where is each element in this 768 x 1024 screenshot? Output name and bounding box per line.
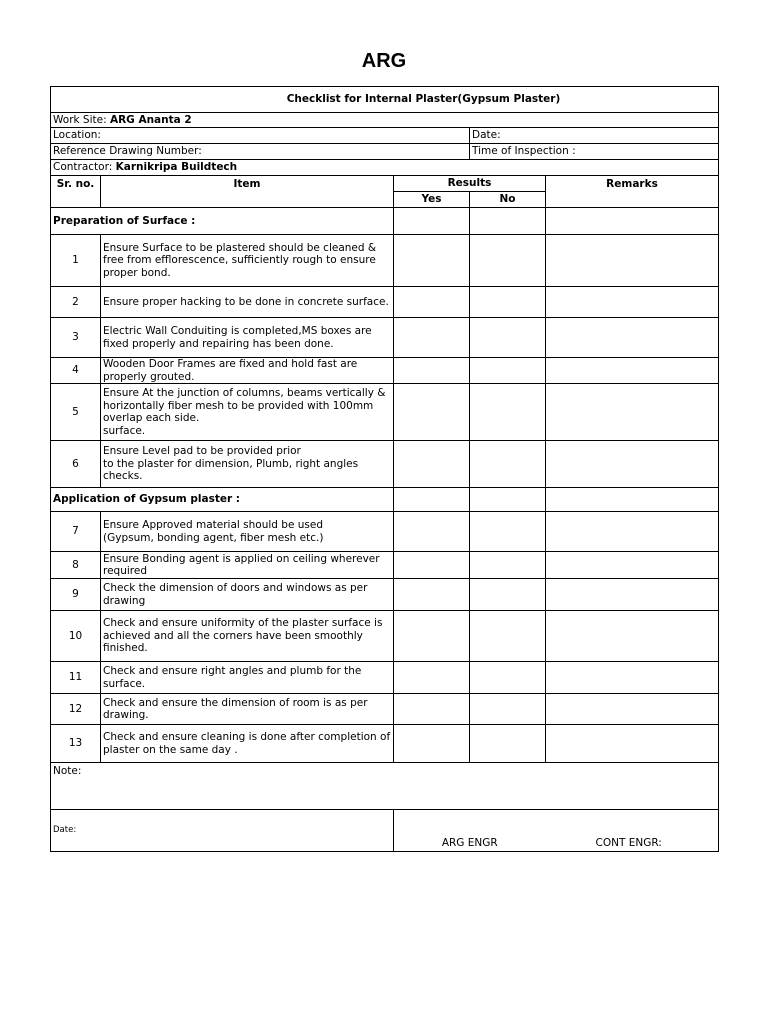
section-remarks-cell (546, 208, 719, 235)
sr-no-cell: 13 (51, 725, 101, 763)
header-sr-no: Sr. no. (51, 176, 101, 208)
ref-drawing-label: Reference Drawing Number: (51, 144, 470, 160)
sr-no-cell: 10 (51, 611, 101, 662)
sr-no-cell: 1 (51, 235, 101, 287)
sr-no-cell: 4 (51, 358, 101, 384)
remarks-cell (546, 235, 719, 287)
signature-row (51, 810, 719, 852)
item-cell: Ensure Level pad to be provided prior to the plaster for dimension, Plumb, right angles checks. (101, 441, 394, 488)
no-cell (470, 662, 546, 694)
table-row (51, 552, 719, 579)
checklist-title-row (51, 87, 719, 113)
yes-cell (394, 384, 470, 441)
no-cell (470, 287, 546, 318)
item-cell: Check and ensure right angles and plumb for the surface. (101, 662, 394, 694)
section-yes-cell (394, 488, 470, 512)
work-site-label: Work Site: (53, 113, 107, 126)
contractor-row (51, 160, 719, 176)
date-label: Date: (470, 128, 719, 144)
contractor-label: Contractor: (53, 161, 113, 174)
table-row (51, 579, 719, 611)
sr-no-cell: 11 (51, 662, 101, 694)
no-cell (470, 611, 546, 662)
yes-cell (394, 441, 470, 488)
sr-no-cell: 8 (51, 552, 101, 579)
section-remarks-cell (546, 488, 719, 512)
table-row (51, 235, 719, 287)
item-cell: Ensure At the junction of columns, beams vertically & horizontally fiber mesh to be provided with 100mm overlap each side. surface. (101, 384, 394, 441)
item-cell: Ensure proper hacking to be done in concrete surface. (101, 287, 394, 318)
section-title: Preparation of Surface : (51, 208, 394, 235)
yes-cell (394, 725, 470, 763)
item-cell: Ensure Surface to be plastered should be cleaned & free from efflorescence, sufficiently rough to ensure proper bond. (101, 235, 394, 287)
header-remarks: Remarks (546, 176, 719, 208)
header-row (51, 176, 719, 192)
remarks-cell (546, 358, 719, 384)
sr-no-cell: 2 (51, 287, 101, 318)
section-row (51, 208, 719, 235)
table-row (51, 384, 719, 441)
remarks-cell (546, 287, 719, 318)
no-cell (470, 318, 546, 358)
item-cell: Wooden Door Frames are fixed and hold fast are properly grouted. (101, 358, 394, 384)
remarks-cell (546, 512, 719, 552)
header-item: Item (101, 176, 394, 208)
contractor-cell (51, 160, 719, 176)
table-row (51, 694, 719, 725)
header-yes: Yes (394, 192, 470, 208)
time-of-inspection-label: Time of Inspection : (470, 144, 719, 160)
section-row (51, 488, 719, 512)
no-cell (470, 552, 546, 579)
item-cell: Check the dimension of doors and windows as per drawing (101, 579, 394, 611)
sr-no-cell: 3 (51, 318, 101, 358)
yes-cell (394, 552, 470, 579)
no-cell (470, 441, 546, 488)
yes-cell (394, 318, 470, 358)
sr-no-cell: 5 (51, 384, 101, 441)
yes-cell (394, 694, 470, 725)
item-cell: Check and ensure cleaning is done after completion of plaster on the same day . (101, 725, 394, 763)
sr-no-cell: 12 (51, 694, 101, 725)
section-no-cell (470, 488, 546, 512)
table-row (51, 662, 719, 694)
sr-no-cell: 6 (51, 441, 101, 488)
remarks-cell (546, 662, 719, 694)
yes-cell (394, 235, 470, 287)
work-site-row (51, 113, 719, 128)
section-no-cell (470, 208, 546, 235)
yes-cell (394, 662, 470, 694)
no-cell (470, 512, 546, 552)
location-row (51, 128, 719, 144)
header-no: No (470, 192, 546, 208)
yes-cell (394, 358, 470, 384)
table-row (51, 512, 719, 552)
footer-date-label: Date: (51, 810, 394, 852)
item-cell: Check and ensure uniformity of the plaster surface is achieved and all the corners have been smoothly finished. (101, 611, 394, 662)
yes-cell (394, 611, 470, 662)
note-label: Note: (51, 763, 719, 810)
table-row (51, 318, 719, 358)
remarks-cell (546, 441, 719, 488)
location-label: Location: (51, 128, 470, 144)
arg-engr-label: ARG ENGR (394, 810, 546, 852)
no-cell (470, 579, 546, 611)
sr-no-cell: 7 (51, 512, 101, 552)
cont-engr-label: CONT ENGR: (546, 810, 719, 852)
table-row (51, 611, 719, 662)
item-cell: Ensure Bonding agent is applied on ceiling wherever required (101, 552, 394, 579)
remarks-cell (546, 318, 719, 358)
item-cell: Check and ensure the dimension of room is as per drawing. (101, 694, 394, 725)
table-row (51, 287, 719, 318)
remarks-cell (546, 552, 719, 579)
contractor-value: Karnikripa Buildtech (115, 161, 238, 174)
header-results: Results (394, 176, 546, 192)
no-cell (470, 358, 546, 384)
no-cell (470, 235, 546, 287)
section-yes-cell (394, 208, 470, 235)
remarks-cell (546, 694, 719, 725)
item-cell: Ensure Approved material should be used (Gypsum, bonding agent, fiber mesh etc.) (101, 512, 394, 552)
table-row (51, 358, 719, 384)
document-title: ARG (361, 50, 407, 72)
remarks-cell (546, 725, 719, 763)
yes-cell (394, 512, 470, 552)
checklist-table (50, 86, 719, 852)
work-site-cell (51, 113, 719, 128)
no-cell (470, 694, 546, 725)
table-row (51, 441, 719, 488)
work-site-value: ARG Ananta 2 (109, 113, 192, 126)
no-cell (470, 384, 546, 441)
table-row (51, 725, 719, 763)
checklist-title: Checklist for Internal Plaster(Gypsum Plaster) (51, 87, 719, 113)
no-cell (470, 725, 546, 763)
sr-no-cell: 9 (51, 579, 101, 611)
yes-cell (394, 287, 470, 318)
item-cell: Electric Wall Conduiting is completed,MS boxes are fixed properly and repairing has been done. (101, 318, 394, 358)
remarks-cell (546, 611, 719, 662)
yes-cell (394, 579, 470, 611)
remarks-cell (546, 384, 719, 441)
note-row (51, 763, 719, 810)
section-title: Application of Gypsum plaster : (51, 488, 394, 512)
remarks-cell (546, 579, 719, 611)
ref-drawing-row (51, 144, 719, 160)
